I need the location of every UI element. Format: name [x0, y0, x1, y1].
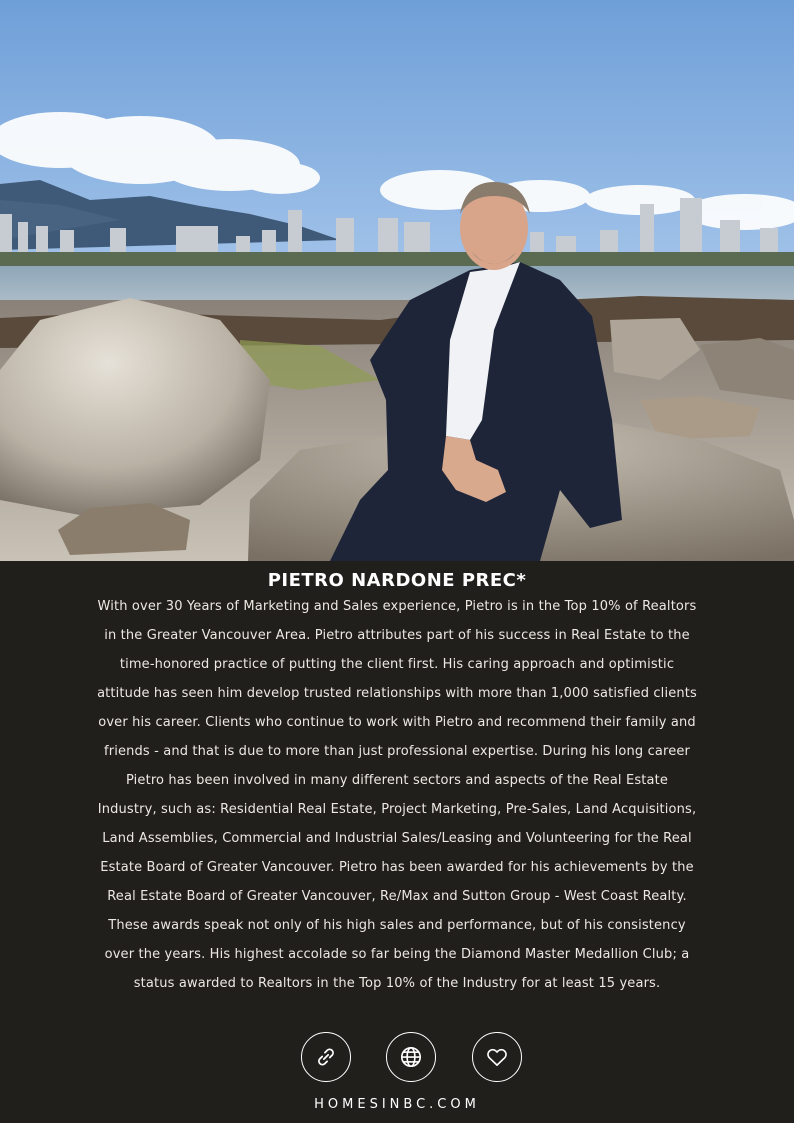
website-link[interactable]: HOMESINBC.COM — [314, 1097, 480, 1112]
hero-photo — [0, 0, 794, 561]
bio-section — [0, 561, 794, 1123]
agent-bio: With over 30 Years of Marketing and Sales experience, Pietro is in the Top 10% of Realtors in the Greater Vancouver Area. Pietro attributes part of his success in Real Estate to the time-honored practice of putting the client first. His caring approach and optimistic attitude has seen him develop trusted relationships with more than 1,000 satisfied clients over his career. Clients who continue to work with Pietro and recommend their family and friends - and that is due to more than just professional expertise. During his long career Pietro has been involved in many different sectors and aspects of the Real Estate Industry, such as: Residential Real Estate, Project Marketing, Pre-Sales, Land Acquisitions, Land Assemblies, Commercial and Industrial Sales/Leasing and Volunteering for the Real Estate Board of Greater Vancouver. Pietro has been awarded for his achievements by the Real Estate Board of Greater Vancouver, Re/Max and Sutton Group - West Coast Realty. These awards speak not only of his high sales and performance, but of his consistency over the years. His highest accolade so far being the Diamond Master Medallion Club; a status awarded to Realtors in the Top 10% of the Industry for at least 15 years. — [97, 599, 697, 991]
globe-icon — [398, 1044, 424, 1070]
heart-icon — [484, 1044, 510, 1070]
link-icon — [313, 1044, 339, 1070]
social-links — [0, 1032, 794, 1086]
favorite-button[interactable] — [472, 1032, 522, 1082]
link-button[interactable] — [301, 1032, 351, 1082]
agent-name: PIETRO NARDONE PREC* — [267, 570, 527, 591]
website-button[interactable] — [386, 1032, 436, 1082]
